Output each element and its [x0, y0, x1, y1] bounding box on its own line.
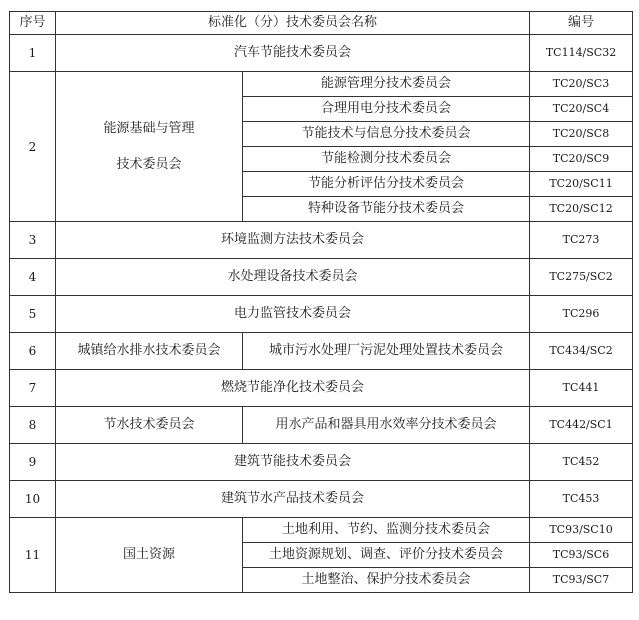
row-seq: 8: [10, 407, 56, 444]
row-seq: 4: [10, 259, 56, 296]
sub-committee-name: 城市污水处理厂污泥处理处置技术委员会: [243, 333, 530, 370]
table-row: [10, 518, 633, 543]
row-code: TC114/SC32: [530, 35, 633, 72]
table-row: [10, 481, 633, 518]
row-seq: 7: [10, 370, 56, 407]
row-name: 环境监测方法技术委员会: [56, 222, 530, 259]
row-name: 电力监管技术委员会: [56, 296, 530, 333]
sub-committee-code: TC20/SC9: [530, 147, 633, 172]
row-seq: 3: [10, 222, 56, 259]
row-code: TC452: [530, 444, 633, 481]
table-row: [10, 259, 633, 296]
row-seq: 1: [10, 35, 56, 72]
table-row: [10, 407, 633, 444]
row-name: [56, 72, 243, 222]
table-row: [10, 444, 633, 481]
row-seq: 6: [10, 333, 56, 370]
sub-committee-name: 能源管理分技术委员会: [243, 72, 530, 97]
row-name-line: 能源基础与管理: [103, 120, 195, 136]
row-seq: 11: [10, 518, 56, 593]
header-seq: 序号: [10, 12, 56, 35]
sub-committee-name: 节能分析评估分技术委员会: [243, 172, 530, 197]
sub-committee-name: 特种设备节能分技术委员会: [243, 197, 530, 222]
sub-committee-name: 土地整治、保护分技术委员会: [243, 568, 530, 593]
table-row: [10, 333, 633, 370]
sub-committee-code: TC93/SC7: [530, 568, 633, 593]
row-code: TC441: [530, 370, 633, 407]
header-row: [10, 12, 633, 35]
sub-committee-code: TC20/SC8: [530, 122, 633, 147]
header-name: 标准化（分）技术委员会名称: [56, 12, 530, 35]
row-name: 燃烧节能净化技术委员会: [56, 370, 530, 407]
row-name: 汽车节能技术委员会: [56, 35, 530, 72]
row-code: TC296: [530, 296, 633, 333]
sub-committee-name: 土地资源规划、调查、评价分技术委员会: [243, 543, 530, 568]
row-name-line: 技术委员会: [116, 156, 182, 172]
row-seq: 9: [10, 444, 56, 481]
row-name: 国土资源: [56, 518, 243, 593]
row-seq: 10: [10, 481, 56, 518]
table-row: [10, 222, 633, 259]
row-name: 城镇给水排水技术委员会: [56, 333, 243, 370]
sub-committee-name: 土地利用、节约、监测分技术委员会: [243, 518, 530, 543]
table-row: [10, 296, 633, 333]
row-name: 水处理设备技术委员会: [56, 259, 530, 296]
row-name: 建筑节水产品技术委员会: [56, 481, 530, 518]
row-code: TC275/SC2: [530, 259, 633, 296]
sub-committee-code: TC93/SC6: [530, 543, 633, 568]
committee-table: [9, 11, 633, 593]
table-row: [10, 35, 633, 72]
sub-committee-code: TC20/SC12: [530, 197, 633, 222]
row-seq: 5: [10, 296, 56, 333]
sub-committee-code: TC20/SC4: [530, 97, 633, 122]
sub-committee-name: 节能检测分技术委员会: [243, 147, 530, 172]
row-code: TC442/SC1: [530, 407, 633, 444]
header-code: 编号: [530, 12, 633, 35]
sub-committee-name: 节能技术与信息分技术委员会: [243, 122, 530, 147]
sub-committee-name: 用水产品和器具用水效率分技术委员会: [243, 407, 530, 444]
row-name: 节水技术委员会: [56, 407, 243, 444]
sub-committee-code: TC20/SC3: [530, 72, 633, 97]
sub-committee-code: TC93/SC10: [530, 518, 633, 543]
row-seq: 2: [10, 72, 56, 222]
table-row: [10, 72, 633, 97]
sub-committee-name: 合理用电分技术委员会: [243, 97, 530, 122]
row-code: TC453: [530, 481, 633, 518]
row-code: TC273: [530, 222, 633, 259]
sub-committee-code: TC20/SC11: [530, 172, 633, 197]
row-name: 建筑节能技术委员会: [56, 444, 530, 481]
table-row: [10, 370, 633, 407]
row-code: TC434/SC2: [530, 333, 633, 370]
